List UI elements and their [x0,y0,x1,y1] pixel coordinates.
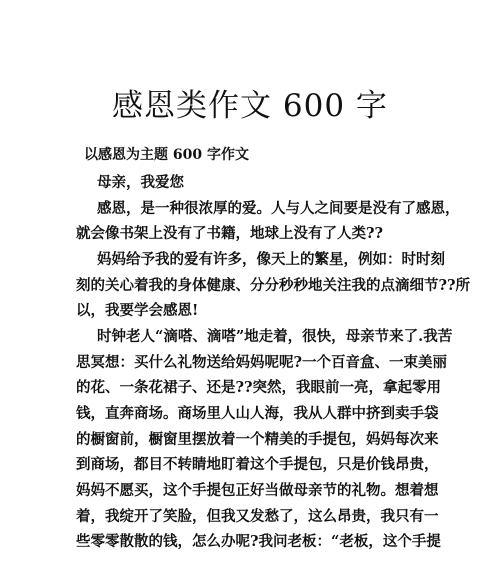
paragraph-line: 刻的关心着我的身体健康、分分秒秒地关注我的点滴细节??所 [76,277,470,294]
paragraph-line: 的橱窗前，橱窗里摆放着一个精美的手提包，妈妈每次来 [76,431,439,448]
paragraph-line: 母亲，我爱您 [97,174,184,191]
document-subtitle: 以感恩为主题 600 字作文 [84,147,249,163]
paragraph-line: 钱，直奔商场。商场里人山人海，我从人群中挤到卖手袋 [76,405,439,422]
paragraph-line: 时钟老人“滴嗒、滴嗒”地走着，很快，母亲节来了.我苦 [97,328,453,345]
paragraph-line: 以，我要学会感恩! [76,302,199,319]
paragraph-line: 就会像书架上没有了书籍，地球上没有了人类?? [76,225,383,242]
paragraph-line: 感恩，是一种很浓厚的爱。人与人之间要是没有了感恩， [97,200,460,217]
paragraph-line: 些零零散散的钱，怎么办呢?我问老板：“老板，这个手提 [76,533,441,550]
paragraph-line: 到商场，都目不转睛地盯着这个手提包，只是价钱昂贵， [76,456,439,473]
paragraph-line: 思冥想：买什么礼物送给妈妈呢呢?一个百音盒、一束美丽 [76,354,447,371]
paragraph-line: 着，我绽开了笑脸，但我又发愁了，这么昂贵，我只有一 [76,508,439,525]
paragraph-line: 妈妈不愿买，这个手提包正好当做母亲节的礼物。想着想 [76,482,439,499]
paragraph-line: 的花、一条花裙子、还是??突然，我眼前一亮，拿起零用 [76,379,441,396]
document-title: 感恩类作文 600 字 [112,88,388,124]
paragraph-line: 妈妈给予我的爱有许多，像天上的繁星，例如：时时刻 [97,251,445,268]
